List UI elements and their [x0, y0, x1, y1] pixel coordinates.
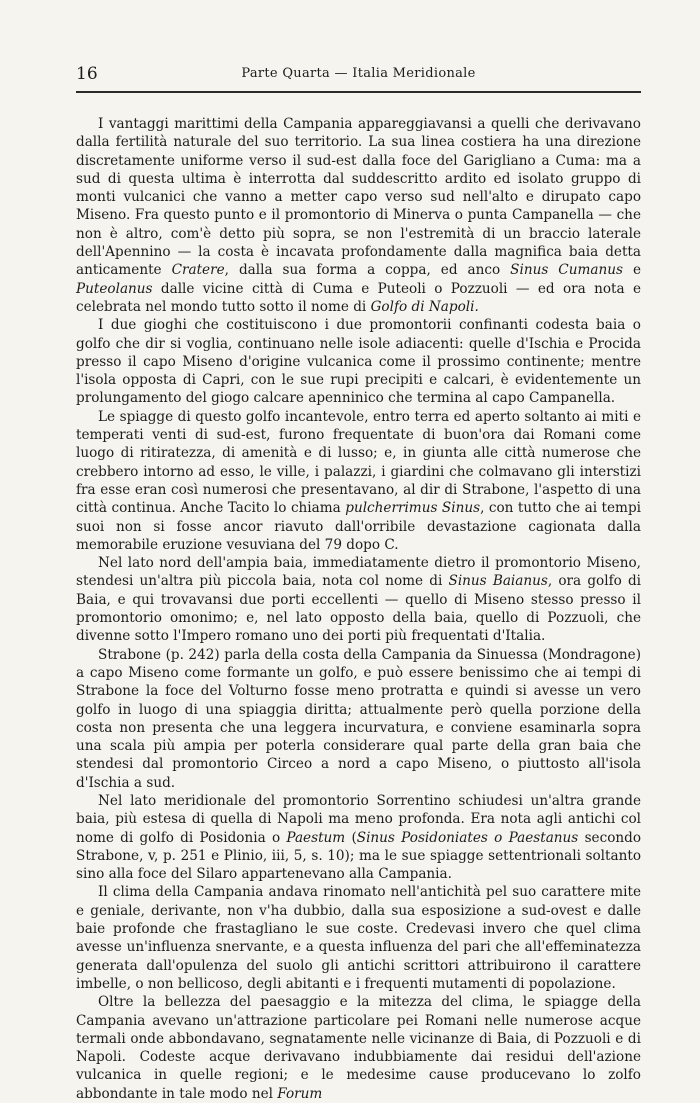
- paragraph-text: Il clima della Campania andava rinomato nell'antichità pel suo carattere mite e geniale, derivante, non v'ha dubbio, dalla sua esposizione a sud-ovest e dalle baie profonde che frastagliano le sue coste. Credevasi invero che quel clima avesse un'influenza snervante, e a questa influenza del pari che all'effeminatezza generata dall'opulenza del suolo gli antichi scrittori attribuirono il carattere imbelle, o non bellicoso, degli abitanti e i frequenti mutamenti di popolazione.: [76, 884, 641, 992]
- paragraph: [76, 646, 641, 792]
- paragraph-text: Oltre la bellezza del paesaggio e la mitezza del clima, le spiagge della Campania avevano un'attrazione particolare pei Romani nelle numerose acque termali onde abbondavano, segnatamente nelle vicinanze di Baia, di Pozzuoli e di Napoli. Codeste acque derivavano indubbiamente dai residui dell'azione vulcanica in quelle regioni; e le medesime cause producevano lo zolfo abbondante in tale modo nel: [76, 994, 641, 1102]
- paragraph-text: e: [622, 262, 641, 279]
- italic-text: Puteolanus: [76, 280, 153, 297]
- paragraph-text: , ora golfo di Baia, e qui trovavansi due porti eccellenti — quello di Miseno stesso presso il promontorio omonimo; e, nel lato opposto della baia, quello di Pozzuoli, che divenne sotto l'Impero romano uno dei porti più frequentati d'Italia.: [76, 573, 642, 645]
- paragraph-text: Nel lato meridionale del promontorio Sorrentino schiudesi un'altra grande baia, più estesa di quella di Napoli ma meno profonda. Era nota agli antichi col nome di golfo di Posidonia o: [76, 792, 641, 846]
- paragraph-text: (: [345, 829, 357, 846]
- paragraph-text: secondo Strabone, v, p. 251 e Plinio, iii, 5, s. 10); ma le sue spiagge settentrionali soltanto sino alla foce del Silaro appartenevano alla Campania.: [76, 829, 642, 883]
- italic-text: Cratere: [171, 262, 225, 279]
- page-header: [76, 0, 641, 93]
- italic-text: Paestum: [286, 829, 346, 846]
- paragraph: [76, 115, 641, 316]
- paragraph-text: Le spiagge di questo golfo incantevole, entro terra ed aperto soltanto ai miti e temperati venti di sud-est, furono frequentate di buon'ora dai Romani come luogo di ritiratezza, di amenità e di lusso; e, in giunta alle città numerose che crebbero intorno ad esso, le ville, i palazzi, i giardini che colmavano gli interstizi fra esse eran così numerosi che presentavano, al dir di Strabone, l'aspetto di una città continua. Anche Tacito lo chiama: [76, 408, 641, 517]
- paragraph: [76, 883, 641, 993]
- paragraph-text: I due gioghi che costituiscono i due promontorii confinanti codesta baia o golfo che dir si voglia, continuano nelle isole adiacenti: quelle d'Ischia e Procida presso il capo Miseno d'origine vulcanica come il prossimo continente; mentre l'isola opposta di Capri, con le sue rupi precipiti e calcari, è evidentemente un prolungamento del giogo calcare apenninico che termina al capo Campanella.: [76, 317, 641, 407]
- italic-text: Golfo di Napoli.: [370, 298, 479, 315]
- italic-text: Sinus Posidoniates o Paestanus: [356, 829, 579, 846]
- paragraph-text: dalle vicine città di Cuma e Puteoli o Pozzuoli — ed ora nota e celebrata nel mondo tutto sotto il nome di: [76, 280, 641, 315]
- paragraph: [76, 554, 641, 645]
- italic-text: Sinus Cumanus: [510, 262, 623, 279]
- paragraph: [76, 316, 641, 407]
- paragraph-text: Nel lato nord dell'ampia baia, immediatamente dietro il promontorio Miseno, stendesi un'altra più piccola baia, nota col nome di: [76, 555, 641, 590]
- italic-text: Forum: [277, 1085, 323, 1102]
- paragraph: [76, 792, 641, 883]
- italic-text: Sinus Baianus: [448, 573, 548, 590]
- body-text: [76, 115, 641, 1103]
- paragraph-text: Strabone (p. 242) parla della costa della Campania da Sinuessa (Mondragone) a capo Miseno come formante un golfo, e può essere benissimo che ai tempi di Strabone la foce del Volturno fosse meno protratta e quindi si avesse un vero golfo in luogo di una spiaggia diritta; attualmente però quella porzione della costa non presenta che una leggera incurvatura, e conviene esaminarla sopra una scala più ampia per poterla considerare qual parte della gran baia che stendesi dal promontorio Circeo a nord a capo Miseno, o piuttosto all'isola d'Ischia a sud.: [76, 646, 641, 791]
- paragraph-text: , con tutto che ai tempi suoi non si fosse ancor riavuto dall'orribile devastazione cagionata dalla memorabile eruzione vesuviana del 79 dopo C.: [76, 500, 641, 553]
- paragraph-text: I vantaggi marittimi della Campania appareggiavansi a quelli che derivavano dalla fertilità naturale del suo territorio. La sua linea costiera ha una direzione discretamente uniforme verso il sud-est dalla foce del Garigliano a Cuma: ma a sud di questa ultima è interrotta dal suddescritto ardito ed isolato gruppo di monti vulcanici che vanno a metter capo verso sud nell'alto e dirupato capo Miseno. Fra questo punto e il promontorio di Minerva o punta Campanella — che non è altro, com'è detto più sopra, se non l'estremità di un braccio laterale dell'Apennino — la costa è incavata profondamente dalla magnifica baia detta anticamente: [76, 116, 641, 279]
- italic-text: pulcherrimus Sinus: [345, 500, 481, 517]
- running-head: Parte Quarta — Italia Meridionale: [241, 66, 476, 81]
- header-rule: [76, 91, 641, 93]
- page-number: 16: [76, 64, 98, 84]
- paragraph: [76, 993, 641, 1103]
- paragraph-text: , dalla sua forma a coppa, ed anco: [224, 262, 511, 279]
- paragraph: [76, 408, 641, 554]
